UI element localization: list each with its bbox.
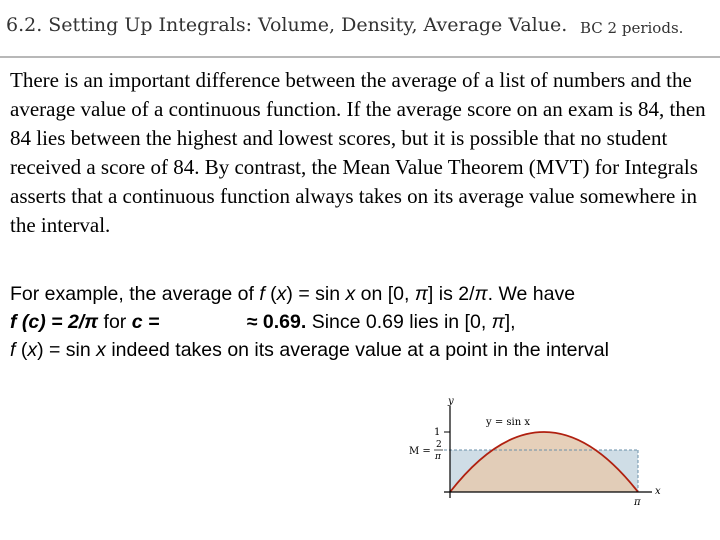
var-x: x (345, 283, 356, 305)
text: ( (15, 339, 28, 361)
example-line-3 (10, 336, 710, 364)
func-f: f (10, 339, 16, 361)
frac-numerator: 2 (436, 440, 442, 450)
var-x: x (276, 283, 287, 305)
axis-y-label: y (448, 396, 454, 407)
pi: π (474, 283, 488, 305)
section-title: 6.2. Setting Up Integrals: Volume, Density, Average Value. (6, 14, 568, 36)
text: Since 0.69 lies in [0, (306, 311, 492, 333)
header-divider (0, 56, 720, 58)
text: ) = sin (37, 339, 97, 361)
text: for (98, 311, 132, 333)
text: ], (504, 311, 516, 333)
axis-x-label: x (655, 486, 661, 497)
equation-bold: f (c) = 2/π (10, 311, 99, 333)
text: on [0, (355, 283, 415, 305)
var-x: x (27, 339, 38, 361)
intro-paragraph: There is an important difference between the average of a list of numbers and the average value of a continuous function. If the average score on an exam is 84, then 84 lies between the highest and lowest scores, but it is possible that no student received a score of 84. By contrast, the Mean Value Theorem (MVT) for Integrals asserts that a continuous function always takes on its average value somewhere in the interval. (10, 68, 706, 237)
text: ] is 2/ (427, 283, 475, 305)
var-x: x (96, 339, 106, 361)
pi: π (491, 311, 505, 333)
func-f: f (259, 283, 265, 305)
approx-value: ≈ 0.69. (246, 311, 307, 333)
var-c: c = (131, 311, 165, 333)
sine-average-graph (400, 394, 680, 514)
example-line-1 (10, 280, 710, 308)
text: ( (264, 283, 277, 305)
example-block (10, 280, 710, 364)
example-line-2 (10, 308, 710, 336)
header (0, 0, 720, 62)
periods-label: BC 2 periods. (580, 19, 684, 37)
text: For example, the average of (10, 283, 260, 305)
text: indeed takes on its average value at a point in the interval (105, 339, 609, 361)
text: . We have (487, 283, 576, 305)
average-label: M = (409, 446, 431, 457)
text: ) = sin (286, 283, 346, 305)
frac-denominator: π (435, 452, 441, 462)
curve-label: y = sin x (486, 417, 530, 428)
x-pi-label: π (634, 497, 641, 508)
pi: π (414, 283, 428, 305)
tick-one-label: 1 (434, 427, 441, 438)
